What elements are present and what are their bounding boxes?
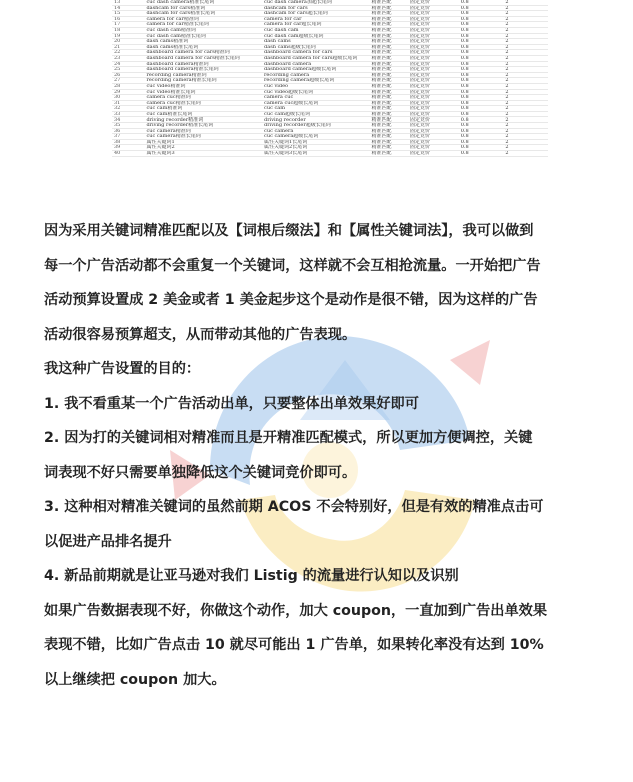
table-cell: 2 [503,22,548,28]
table-cell: 固定竞价 [408,27,459,33]
table-cell: 2 [503,128,548,134]
table-cell: 精准匹配 [370,134,409,140]
table-cell: 0.8 [459,27,504,33]
table-cell: 精准匹配 [370,5,409,11]
table-cell: 2 [503,78,548,84]
table-cell: cuc dash cam [262,27,369,33]
table-cell: 37 [112,134,144,140]
table-cell: 精准匹配 [370,100,409,106]
table-cell: 精准匹配 [370,39,409,45]
table-cell: 固定竞价 [408,100,459,106]
table-cell: 0.8 [459,145,504,151]
table-cell: 精准匹配 [370,83,409,89]
table-cell: dashboard camera精准长尾词 [144,67,262,73]
list-item-continuation: 以促进产品排名提升 [44,533,172,550]
table-cell: 精准匹配 [370,89,409,95]
table-cell: 2 [503,72,548,78]
table-cell: 固定竞价 [408,11,459,17]
table-cell: dashboard camera for cars [262,50,369,56]
table-cell: 2 [503,145,548,151]
table-cell: 精准匹配 [370,78,409,84]
table-cell: cuc dash camera加超长尾词 [262,0,369,5]
table-cell: 固定竞价 [408,106,459,112]
article-body [44,214,604,697]
table-cell: 0.8 [459,123,504,129]
table-cell: 精准匹配 [370,117,409,123]
table-cell: 固定竞价 [408,5,459,11]
list-item: 3. 这种相对精准关键词的虽然前期 ACOS 不会特别好，但是有效的精准点击可 [44,499,544,515]
table-cell: cuc camera精准词 [144,128,262,134]
table-cell: camera for car精准词 [144,16,262,22]
table-cell: 0.8 [459,134,504,140]
table-cell: 固定竞价 [408,72,459,78]
table-cell: 固定竞价 [408,139,459,145]
table-cell: 2 [503,0,548,5]
table-cell: dash cams精准长尾词 [144,44,262,50]
table-cell: 精准匹配 [370,50,409,56]
table-cell: 0.8 [459,95,504,101]
table-cell: 精准匹配 [370,67,409,73]
table-cell: 36 [112,128,144,134]
table-cell: 2 [503,11,548,17]
table-cell: 23 [112,55,144,61]
table-row [112,151,548,157]
table-cell: 28 [112,83,144,89]
table-cell: dashboard camera精准词 [144,61,262,67]
table-cell: 2 [503,27,548,33]
table-cell: 精准匹配 [370,0,409,5]
table-cell: dashcam for cars精准长尾词 [144,11,262,17]
table-cell: 属性关键词1长尾词 [262,139,369,145]
table-cell: 固定竞价 [408,22,459,28]
table-cell: camera cuc精准词 [144,95,262,101]
table-cell: 16 [112,16,144,22]
table-cell: 固定竞价 [408,78,459,84]
table-cell: 30 [112,95,144,101]
keyword-table [112,0,548,157]
table-cell: dashboard camera for cars精准词 [144,50,262,56]
table-cell: 33 [112,111,144,117]
table-cell: 13 [112,0,144,5]
table-cell: 0.8 [459,16,504,22]
table-cell: 固定竞价 [408,55,459,61]
table-cell: 属性关键词1 [144,139,262,145]
table-cell: 固定竞价 [408,50,459,56]
table-cell: cuc cam精准词 [144,106,262,112]
table-cell: dash cams超级长尾词 [262,44,369,50]
paragraph-line: 因为采用关键词精准匹配以及【词根后缀法】和【属性关键词法】，我可以做到 [44,223,534,239]
table-cell: 2 [503,39,548,45]
table-cell: 2 [503,50,548,56]
table-cell: 精准匹配 [370,106,409,112]
table-cell: 固定竞价 [408,111,459,117]
table-cell: 属性关键词2 [144,145,262,151]
table-cell: cuc cam [262,106,369,112]
table-cell: 2 [503,61,548,67]
table-cell: 39 [112,145,144,151]
table-cell: 精准匹配 [370,11,409,17]
table-cell: 0.8 [459,78,504,84]
table-cell: cuc cam精准长尾词 [144,111,262,117]
keyword-spreadsheet [112,0,548,190]
table-cell: 0.8 [459,61,504,67]
table-cell: camera cuc超级长尾词 [262,100,369,106]
table-cell: driving recorder超级长尾词 [262,123,369,129]
table-cell: recording camera精准长尾词 [144,78,262,84]
table-cell: 精准匹配 [370,72,409,78]
table-cell: driving recorder精准词 [144,117,262,123]
table-cell: 2 [503,95,548,101]
table-cell: 22 [112,50,144,56]
table-cell: 0.8 [459,128,504,134]
table-cell: cuc camera [262,128,369,134]
table-cell: dashcam for cars精准词 [144,5,262,11]
table-cell: cuc video超级长尾词 [262,89,369,95]
table-cell: 0.8 [459,83,504,89]
table-cell: 40 [112,151,144,157]
table-cell: 固定竞价 [408,128,459,134]
table-cell: 固定竞价 [408,151,459,157]
table-cell: 精准匹配 [370,123,409,129]
table-cell: recording camera [262,72,369,78]
table-cell: 精准匹配 [370,139,409,145]
table-cell: 精准匹配 [370,128,409,134]
table-cell: cuc camera超级长尾词 [262,134,369,140]
table-cell: 固定竞价 [408,67,459,73]
table-cell: cuc cam超级长尾词 [262,111,369,117]
table-cell: 精准匹配 [370,55,409,61]
table-cell: 2 [503,89,548,95]
table-cell: cuc dash cam精准长尾词 [144,33,262,39]
table-cell: 0.8 [459,139,504,145]
table-cell: 0.8 [459,5,504,11]
table-cell: 0.8 [459,22,504,28]
list-item: 4. 新品前期就是让亚马逊对我们 Listig 的流量进行认知以及识别 [44,568,459,584]
table-cell: 0.8 [459,11,504,17]
table-cell: 2 [503,67,548,73]
table-cell: 固定竞价 [408,134,459,140]
table-cell: camera for car超长尾词 [262,22,369,28]
table-cell: camera cuc精准长尾词 [144,100,262,106]
table-cell: dashboard camera超级长尾词 [262,67,369,73]
table-cell: dashcam for cars [262,5,369,11]
table-cell: 18 [112,27,144,33]
table-cell: 0.8 [459,89,504,95]
table-cell: 精准匹配 [370,16,409,22]
table-cell: dashcam for cars超长尾词 [262,11,369,17]
table-cell: 2 [503,151,548,157]
table-cell: 精准匹配 [370,22,409,28]
table-cell: cuc dash cam精准词 [144,27,262,33]
table-cell: cuc video [262,83,369,89]
table-cell: 固定竞价 [408,0,459,5]
table-cell: 固定竞价 [408,89,459,95]
table-cell: 15 [112,11,144,17]
table-cell: 固定竞价 [408,95,459,101]
table-cell: 2 [503,44,548,50]
paragraph-line: 活动很容易预算超支，从而带动其他的广告表现。 [44,326,357,343]
paragraph-line: 活动预算设置成 2 美金或者 1 美金起步这个是动作是很不错，因为这样的广告 [44,292,538,308]
table-cell: 0.8 [459,117,504,123]
table-cell: cuc dash cam超级长尾词 [262,33,369,39]
table-cell: 固定竞价 [408,83,459,89]
table-cell: 29 [112,89,144,95]
table-cell: cuc video精准词 [144,83,262,89]
table-cell: 2 [503,16,548,22]
table-cell: 2 [503,139,548,145]
table-cell: 精准匹配 [370,151,409,157]
table-cell: 固定竞价 [408,44,459,50]
table-cell: 20 [112,39,144,45]
table-cell: 0.8 [459,50,504,56]
table-cell: 精准匹配 [370,111,409,117]
table-cell: driving recorder [262,117,369,123]
table-cell: 0.8 [459,106,504,112]
table-cell: 固定竞价 [408,123,459,129]
table-cell: 25 [112,67,144,73]
table-cell: 精准匹配 [370,95,409,101]
table-cell: 属性关键词2长尾词 [262,145,369,151]
table-cell: 2 [503,123,548,129]
table-cell: 34 [112,117,144,123]
table-cell: 2 [503,55,548,61]
table-cell: dash cams [262,39,369,45]
table-cell: 精准匹配 [370,33,409,39]
table-cell: dashboard camera for cars超级长尾词 [262,55,369,61]
keyword-table-body [112,0,548,156]
paragraph-line: 表现不错，比如广告点击 10 就尽可能出 1 广告单，如果转化率没有达到 10% [44,637,544,653]
table-cell: 2 [503,5,548,11]
table-cell: 0.8 [459,111,504,117]
table-cell: 2 [503,117,548,123]
table-cell: 属性关键词3长尾词 [262,151,369,157]
paragraph-line: 每一个广告活动都不会重复一个关键词，这样就不会互相抢流量。一开始把广告 [44,257,541,274]
list-item-continuation: 词表现不好只需要单独降低这个关键词竞价即可。 [44,464,357,481]
table-cell: 固定竞价 [408,145,459,151]
table-cell: cuc camera精准长尾词 [144,134,262,140]
table-cell: cuc dash camera精准长尾词 [144,0,262,5]
table-cell: 精准匹配 [370,145,409,151]
table-cell: recording camera精准词 [144,72,262,78]
table-cell: driving recorder精准长尾词 [144,123,262,129]
table-cell: 24 [112,61,144,67]
list-item: 1. 我不看重某一个广告活动出单，只要整体出单效果好即可 [44,395,419,412]
table-cell: 27 [112,78,144,84]
list-item: 2. 因为打的关键词相对精准而且是开精准匹配模式，所以更加方便调控，关键 [44,430,533,446]
table-cell: camera for car精准长尾词 [144,22,262,28]
table-cell: 0.8 [459,33,504,39]
table-cell: 26 [112,72,144,78]
table-cell: 精准匹配 [370,27,409,33]
paragraph-line: 如果广告数据表现不好，你做这个动作，加大 coupon，一直加到广告出单效果 [44,602,548,619]
table-cell: 固定竞价 [408,61,459,67]
table-cell: 21 [112,44,144,50]
table-cell: 38 [112,139,144,145]
table-cell: 2 [503,100,548,106]
table-cell: 0.8 [459,39,504,45]
section-heading: 我这种广告设置的目的： [44,361,201,377]
table-cell: 2 [503,83,548,89]
table-cell: cuc video精准长尾词 [144,89,262,95]
table-cell: 精准匹配 [370,61,409,67]
table-cell: 精准匹配 [370,44,409,50]
table-cell: 固定竞价 [408,39,459,45]
table-cell: dash cams精准词 [144,39,262,45]
table-cell: 属性关键词3 [144,151,262,157]
table-cell: 0.8 [459,100,504,106]
table-cell: 35 [112,123,144,129]
table-cell: 2 [503,134,548,140]
table-cell: 0.8 [459,0,504,5]
table-cell: 固定竞价 [408,33,459,39]
table-cell: 2 [503,106,548,112]
paragraph-line: 以上继续把 coupon 加大。 [44,671,226,688]
table-cell: camera for car [262,16,369,22]
table-cell: 19 [112,33,144,39]
table-cell: 0.8 [459,67,504,73]
table-cell: 固定竞价 [408,16,459,22]
table-cell: dashboard camera [262,61,369,67]
table-cell: recording camera超级长尾词 [262,78,369,84]
table-cell: 2 [503,111,548,117]
table-cell: 固定竞价 [408,117,459,123]
table-cell: 14 [112,5,144,11]
table-cell: 32 [112,106,144,112]
table-cell: 31 [112,100,144,106]
table-cell: dashboard camera for cars精准长尾词 [144,55,262,61]
table-cell: 17 [112,22,144,28]
table-cell: 0.8 [459,55,504,61]
table-cell: camera cuc [262,95,369,101]
table-cell: 0.8 [459,72,504,78]
table-cell: 0.8 [459,44,504,50]
table-cell: 0.8 [459,151,504,157]
table-cell: 2 [503,33,548,39]
